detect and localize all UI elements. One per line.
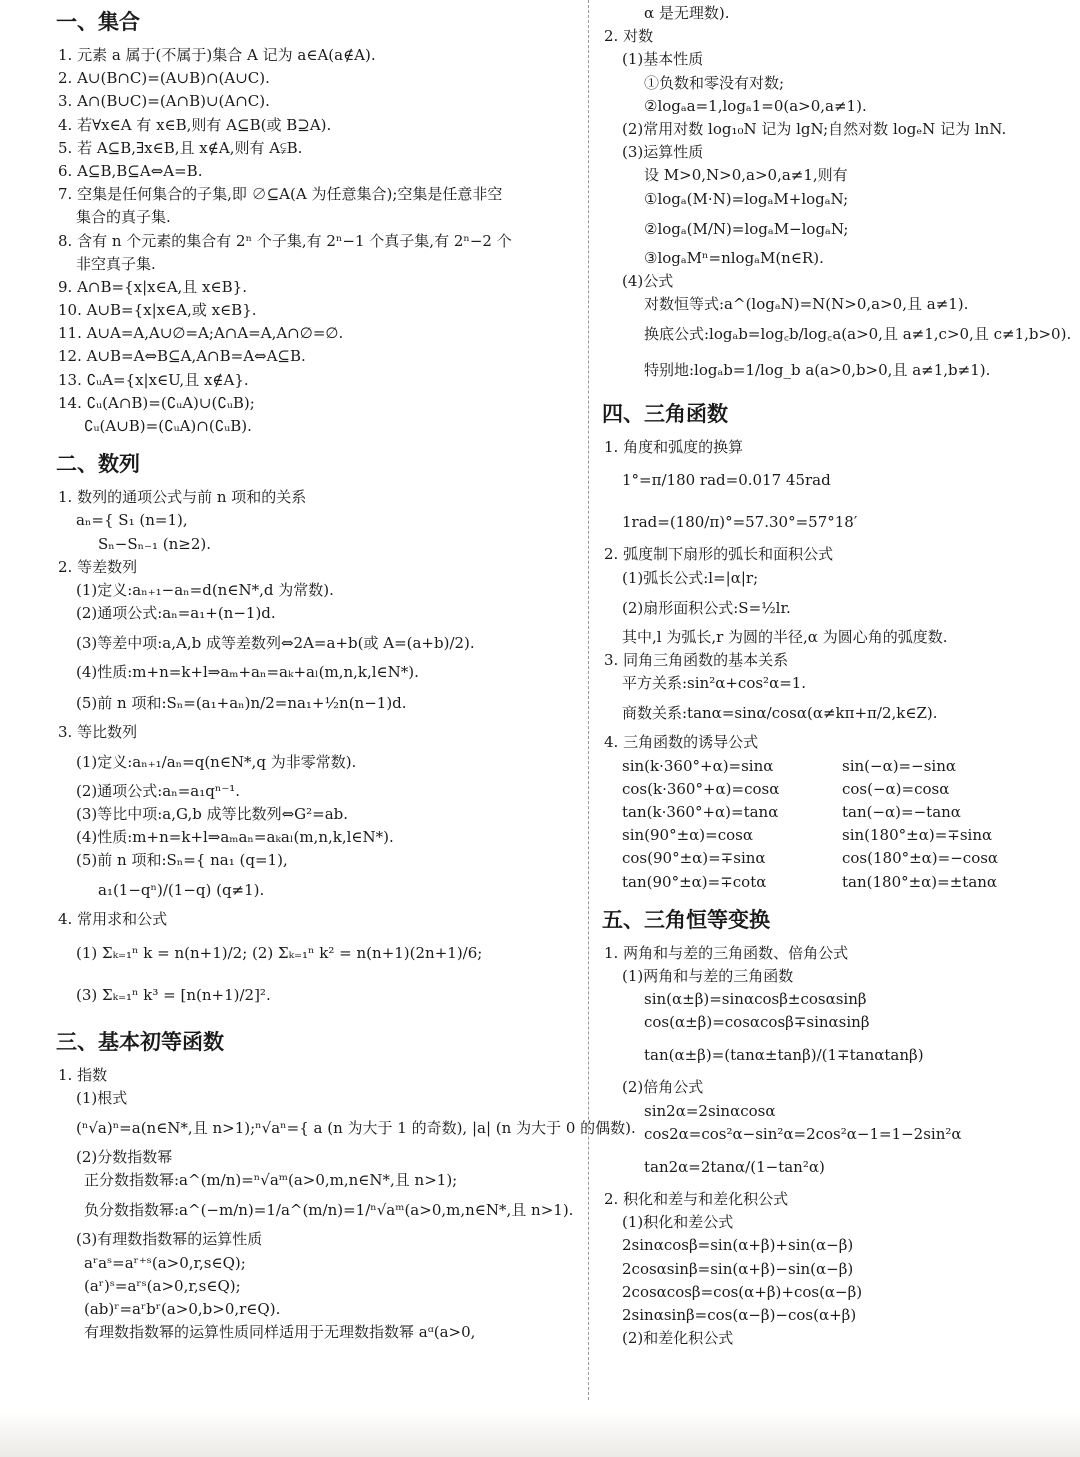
text-line: (2)常用对数 log₁₀N 记为 lgN;自然对数 logₑN 记为 lnN. [622,119,1007,138]
text-line: 5. 若 A⊆B,∃x∈B,且 x∉A,则有 A⫋B. [58,138,303,157]
text-line: 其中,l 为弧长,r 为圆的半径,α 为圆心角的弧度数. [622,627,948,646]
text-line: 11. A∪A=A,A∪∅=A;A∩A=A,A∩∅=∅. [58,324,344,343]
text-line: 集合的真子集. [76,208,171,227]
text-line: 1. 数列的通项公式与前 n 项和的关系 [58,488,307,507]
text-line: 6. A⊆B,B⊆A⇔A=B. [58,161,203,180]
text-line: aʳaˢ=aʳ⁺ˢ(a>0,r,s∈Q); [84,1253,246,1272]
text-line: (ab)ʳ=aʳbʳ(a>0,b>0,r∈Q). [84,1299,281,1318]
text-line: (aʳ)ˢ=aʳˢ(a>0,r,s∈Q); [84,1276,241,1295]
text-line: 2cosαsinβ=sin(α+β)−sin(α−β) [622,1259,854,1278]
text-line: (4)性质:m+n=k+l⇒aₘaₙ=aₖaₗ(m,n,k,l∈N*). [76,828,394,847]
section-gap [58,1016,578,1028]
text-line: (1)定义:aₙ₊₁/aₙ=q(n∈N*,q 为非零常数). [76,752,357,771]
text-line: ②logₐ(M/N)=logₐM−logₐN; [644,219,849,238]
formula-right: tan(180°±α)=±tanα [842,872,998,891]
text-line: (2)通项公式:aₙ=a₁+(n−1)d. [76,604,276,623]
text-line: 设 M>0,N>0,a>0,a≠1,则有 [644,166,848,185]
text-line: (1)定义:aₙ₊₁−aₙ=d(n∈N*,d 为常数). [76,580,334,599]
text-line: (2)倍角公式 [622,1078,704,1097]
section-gap [604,388,1080,400]
formula-left: sin(90°±α)=cosα [622,826,753,845]
section-heading: 五、三角恒等变换 [602,907,770,932]
column-divider [588,0,589,1400]
text-line: (4)性质:m+n=k+l⇒aₘ+aₙ=aₖ+aₗ(m,n,k,l∈N*). [76,663,419,682]
text-line: (2)和差化积公式 [622,1329,734,1348]
text-line: sin(α±β)=sinαcosβ±cosαsinβ [644,990,867,1009]
text-line: 2. 等差数列 [58,557,138,576]
section-heading: 三、基本初等函数 [56,1029,224,1054]
text-line: (5)前 n 项和:Sₙ=(a₁+aₙ)n/2=na₁+½n(n−1)d. [76,693,407,712]
text-line: 正分数指数幂:a^(m/n)=ⁿ√aᵐ(a>0,m,n∈N*,且 n>1); [84,1171,458,1190]
text-line: tan(α±β)=(tanα±tanβ)/(1∓tanαtanβ) [644,1046,924,1065]
formula-row [604,824,1080,847]
text-line: 1. 角度和弧度的换算 [604,438,744,457]
formula-row [604,778,1080,801]
formula-right: sin(180°±α)=∓sinα [842,826,993,845]
text-line: 平方关系:sin²α+cos²α=1. [622,674,807,693]
formula-left: tan(90°±α)=∓cotα [622,872,767,891]
text-line: 14. ∁ᵤ(A∩B)=(∁ᵤA)∪(∁ᵤB); [58,393,255,412]
text-line: ①负数和零没有对数; [644,73,785,92]
text-line: 负分数指数幂:a^(−m/n)=1/a^(m/n)=1/ⁿ√aᵐ(a>0,m,n∈N*,且 n>1). [84,1201,574,1220]
text-line: 1. 指数 [58,1065,108,1084]
text-line: 特别地:logₐb=1/log_b a(a>0,b>0,且 a≠1,b≠1). [644,361,991,380]
text-line: (2)扇形面积公式:S=½lr. [622,598,791,617]
text-line: 2cosαcosβ=cos(α+β)+cos(α−β) [622,1282,863,1301]
text-line: 1°=π/180 rad=0.017 45rad [622,471,831,490]
text-line: tan2α=2tanα/(1−tan²α) [644,1158,825,1176]
formula-row [604,755,1080,778]
text-line: (3)有理数指数幂的运算性质 [76,1230,263,1249]
text-line: ②logₐa=1,logₐ1=0(a>0,a≠1). [644,96,867,115]
text-line: 13. ∁ᵤA={x|x∈U,且 x∉A}. [58,370,249,389]
text-line: ③logₐMⁿ=nlogₐM(n∈R). [644,248,824,267]
text-line: 2. A∪(B∩C)=(A∪B)∩(A∪C). [58,69,270,88]
formula-right: cos(−α)=cosα [842,779,950,798]
right-column [604,2,1080,1350]
section-heading: 二、数列 [56,452,140,477]
text-line: (2)分数指数幂 [76,1148,173,1166]
text-line: ①logₐ(M·N)=logₐM+logₐN; [644,189,849,208]
section-heading: 一、集合 [56,10,140,34]
section-gap [604,894,1080,906]
text-line: 2sinαcosβ=sin(α+β)+sin(α−β) [622,1236,854,1255]
text-line: 3. A∩(B∪C)=(A∩B)∪(A∩C). [58,92,270,111]
text-line: 3. 同角三角函数的基本关系 [604,651,789,669]
text-line: 7. 空集是任何集合的子集,即 ∅⊆A(A 为任意集合);空集是任意非空 [58,185,503,204]
text-line: (4)公式 [622,271,674,290]
formula-right: cos(180°±α)=−cosα [842,849,999,868]
text-line: cos2α=cos²α−sin²α=2cos²α−1=1−2sin²α [644,1124,962,1143]
page-bottom-shadow [0,1412,1080,1457]
text-line: 8. 含有 n 个元素的集合有 2ⁿ 个子集,有 2ⁿ−1 个真子集,有 2ⁿ−2 个 [58,231,512,250]
text-line: (1)积化和差公式 [622,1213,734,1232]
text-line: 1. 两角和与差的三角函数、倍角公式 [604,943,849,962]
text-line: 商数关系:tanα=sinα/cosα(α≠kπ+π/2,k∈Z). [622,704,938,723]
text-line: ∁ᵤ(A∪B)=(∁ᵤA)∩(∁ᵤB). [84,417,252,435]
text-line: sin2α=2sinαcosα [644,1101,776,1120]
text-line: 2. 积化和差与和差化积公式 [604,1190,789,1208]
text-line: (3)等比中项:a,G,b 成等比数列⇔G²=ab. [76,804,349,823]
text-line: (1)弧长公式:l=|α|r; [622,568,759,587]
text-line: 4. 常用求和公式 [58,910,168,929]
text-line: 非空真子集. [76,254,156,273]
formula-left: cos(k·360°+α)=cosα [622,779,780,798]
text-line: 对数恒等式:a^(logₐN)=N(N>0,a>0,且 a≠1). [644,295,969,314]
section-gap [58,438,578,450]
text-line: 2sinαsinβ=cos(α−β)−cos(α+β) [622,1305,857,1324]
text-line: (5)前 n 项和:Sₙ={ na₁ (q=1), [76,851,288,870]
text-line: a₁(1−qⁿ)/(1−q) (q≠1). [98,881,265,900]
text-line: Sₙ−Sₙ₋₁ (n≥2). [98,534,212,553]
text-line: (3) Σₖ₌₁ⁿ k³ = [n(n+1)/2]². [76,985,271,1004]
text-line: (ⁿ√a)ⁿ=a(n∈N*,且 n>1);ⁿ√aⁿ={ a (n 为大于 1 的奇数), |a| (n 为大于 0 的偶数). [76,1119,636,1137]
text-line: (3)等差中项:a,A,b 成等差数列⇔2A=a+b(或 A=(a+b)/2). [76,634,475,653]
formula-row [604,847,1080,870]
text-line: (3)运算性质 [622,143,704,162]
formula-left: tan(k·360°+α)=tanα [622,802,779,821]
formula-right: sin(−α)=−sinα [842,756,956,775]
text-line: 9. A∩B={x|x∈A,且 x∈B}. [58,277,247,296]
section-heading: 四、三角函数 [602,402,728,427]
text-line: 1. 元素 a 属于(不属于)集合 A 记为 a∈A(a∉A). [58,46,376,64]
text-line: 换底公式:logₐb=log꜀b/log꜀a(a>0,且 a≠1,c>0,且 c≠1,b>0). [644,325,1072,344]
formula-row [604,871,1080,894]
text-line: 2. 对数 [604,27,654,46]
text-line: 4. 若∀x∈A 有 x∈B,则有 A⊆B(或 B⊇A). [58,115,332,134]
text-line: 12. A∪B=A⇔B⊆A,A∩B=A⇔A⊆B. [58,347,306,366]
text-line: 有理数指数幂的运算性质同样适用于无理数指数幂 aᵅ(a>0, [84,1323,476,1342]
text-line: 3. 等比数列 [58,722,138,741]
text-line: (1)根式 [76,1088,128,1107]
text-line: α 是无理数). [644,4,730,22]
formula-right: tan(−α)=−tanα [842,802,961,821]
text-line: aₙ={ S₁ (n=1), [76,511,188,530]
text-line: 2. 弧度制下扇形的弧长和面积公式 [604,545,834,564]
text-line: cos(α±β)=cosαcosβ∓sinαsinβ [644,1013,870,1032]
formula-left: sin(k·360°+α)=sinα [622,756,774,775]
text-line: (1)基本性质 [622,50,704,69]
formula-row [604,801,1080,824]
text-line: (1) Σₖ₌₁ⁿ k = n(n+1)/2; (2) Σₖ₌₁ⁿ k² = n(n+1)(2n+1)/6; [76,943,483,962]
formula-left: cos(90°±α)=∓sinα [622,849,766,868]
text-line: (2)通项公式:aₙ=a₁qⁿ⁻¹. [76,781,241,800]
text-line: 4. 三角函数的诱导公式 [604,733,759,752]
text-line: 10. A∪B={x|x∈A,或 x∈B}. [58,301,257,320]
text-line: (1)两角和与差的三角函数 [622,966,794,985]
text-line: 1rad=(180/π)°=57.30°=57°18′ [622,513,858,532]
